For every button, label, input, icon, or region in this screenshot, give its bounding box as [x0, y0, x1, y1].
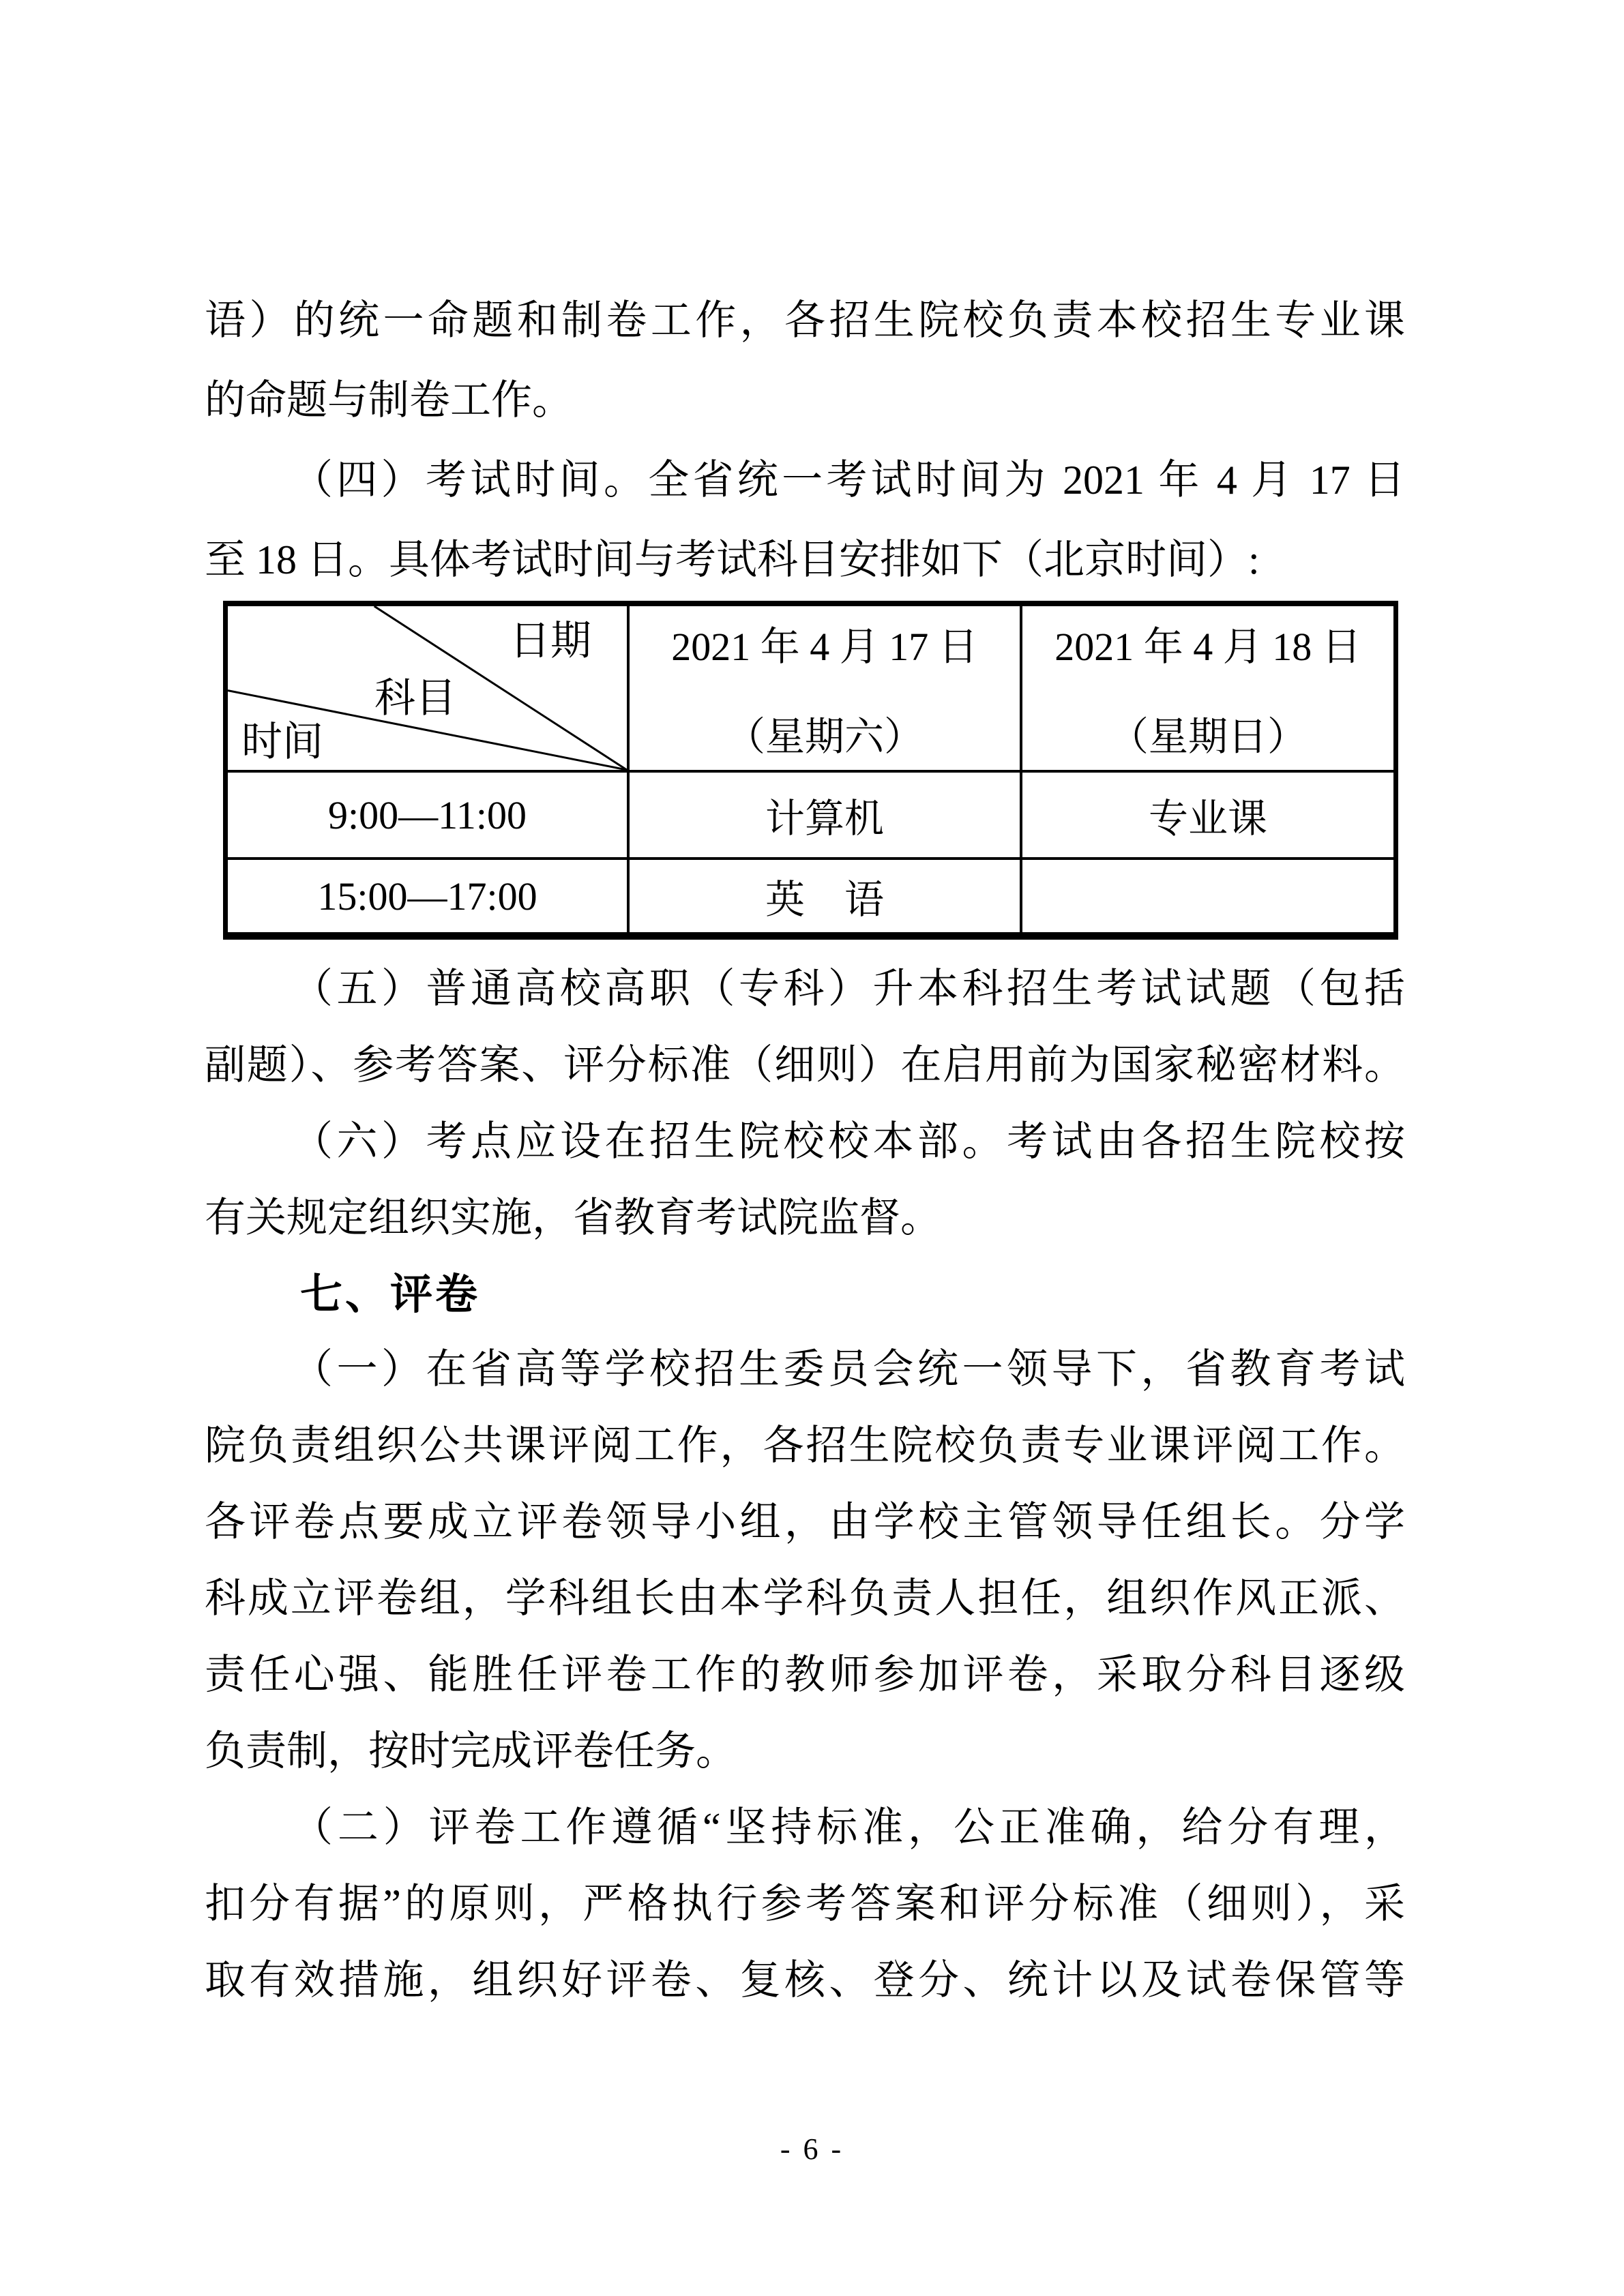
text-line: 院负责组织公共课评阅工作，各招生院校负责专业课评阅工作。 — [205, 1423, 1405, 1468]
table-corner-cell — [228, 606, 627, 770]
table-cell-time-row1: 9:00—11:00 — [228, 770, 627, 857]
corner-label-subject: 科目 — [374, 676, 456, 721]
text-line: （五）普通高校高职（专科）升本科招生考试试题（包括 — [292, 966, 1405, 1011]
exam-schedule-table — [223, 601, 1398, 940]
text-line: 责任心强、能胜任评卷工作的教师参加评卷，采取分科目逐级 — [205, 1652, 1405, 1697]
table-cell-subject-row1-day1: 计算机 — [627, 770, 1020, 857]
text-line: 扣分有据”的原则，严格执行参考答案和评分标准（细则），采 — [205, 1881, 1405, 1926]
table-cell-subject-row2-day1: 英 语 — [627, 857, 1020, 932]
table-header-day-2 — [1020, 606, 1393, 770]
header-weekday: （星期日） — [1108, 715, 1307, 759]
table-cell-subject-row1-day2: 专业课 — [1020, 770, 1393, 857]
text-line: 至 18 日。具体考试时间与考试科目安排如下（北京时间）: — [205, 537, 1260, 582]
table-cell-time-row2: 15:00—17:00 — [228, 857, 627, 932]
page-number: - 6 - — [780, 2132, 844, 2166]
paragraph-block-bottom — [205, 1331, 1405, 2018]
text-line: （二）评卷工作遵循“坚持标准，公正准确，给分有理， — [292, 1805, 1405, 1850]
header-weekday: （星期六） — [725, 715, 924, 759]
text-line: （四）考试时间。全省统一考试时间为 2021 年 4 月 17 日 — [292, 458, 1405, 503]
text-line: 负责制，按时完成评卷任务。 — [205, 1729, 737, 1774]
table-cell-subject-row2-day2 — [1020, 857, 1393, 932]
table-header-day-1 — [627, 606, 1020, 770]
text-line: 科成立评卷组，学科组长由本学科负责人担任，组织作风正派、 — [205, 1576, 1405, 1621]
paragraph-block-top — [205, 281, 1405, 600]
text-line: 副题）、参考答案、评分标准（细则）在启用前为国家秘密材料。 — [205, 1043, 1405, 1088]
text-line: （六）考点应设在招生院校校本部。考试由各招生院校按 — [292, 1119, 1405, 1164]
text-line: 各评卷点要成立评卷领导小组，由学校主管领导任组长。分学 — [205, 1500, 1405, 1545]
text-line: 取有效措施，组织好评卷、复核、登分、统计以及试卷保管等 — [205, 1958, 1405, 2003]
paragraph-block-middle — [205, 951, 1405, 1256]
text-line: 有关规定组织实施，省教育考试院监督。 — [205, 1195, 941, 1240]
corner-label-time: 时间 — [241, 719, 323, 764]
text-line: 语）的统一命题和制卷工作，各招生院校负责本校招生专业课 — [205, 298, 1405, 343]
header-date: 2021 年 4 月 18 日 — [1054, 625, 1361, 669]
text-line: 的命题与制卷工作。 — [205, 378, 573, 423]
text-line: （一）在省高等学校招生委员会统一领导下，省教育考试 — [292, 1347, 1405, 1392]
section-heading-seven: 七、评卷 — [300, 1271, 481, 1318]
header-date: 2021 年 4 月 17 日 — [671, 625, 978, 669]
corner-label-date: 日期 — [510, 618, 591, 664]
